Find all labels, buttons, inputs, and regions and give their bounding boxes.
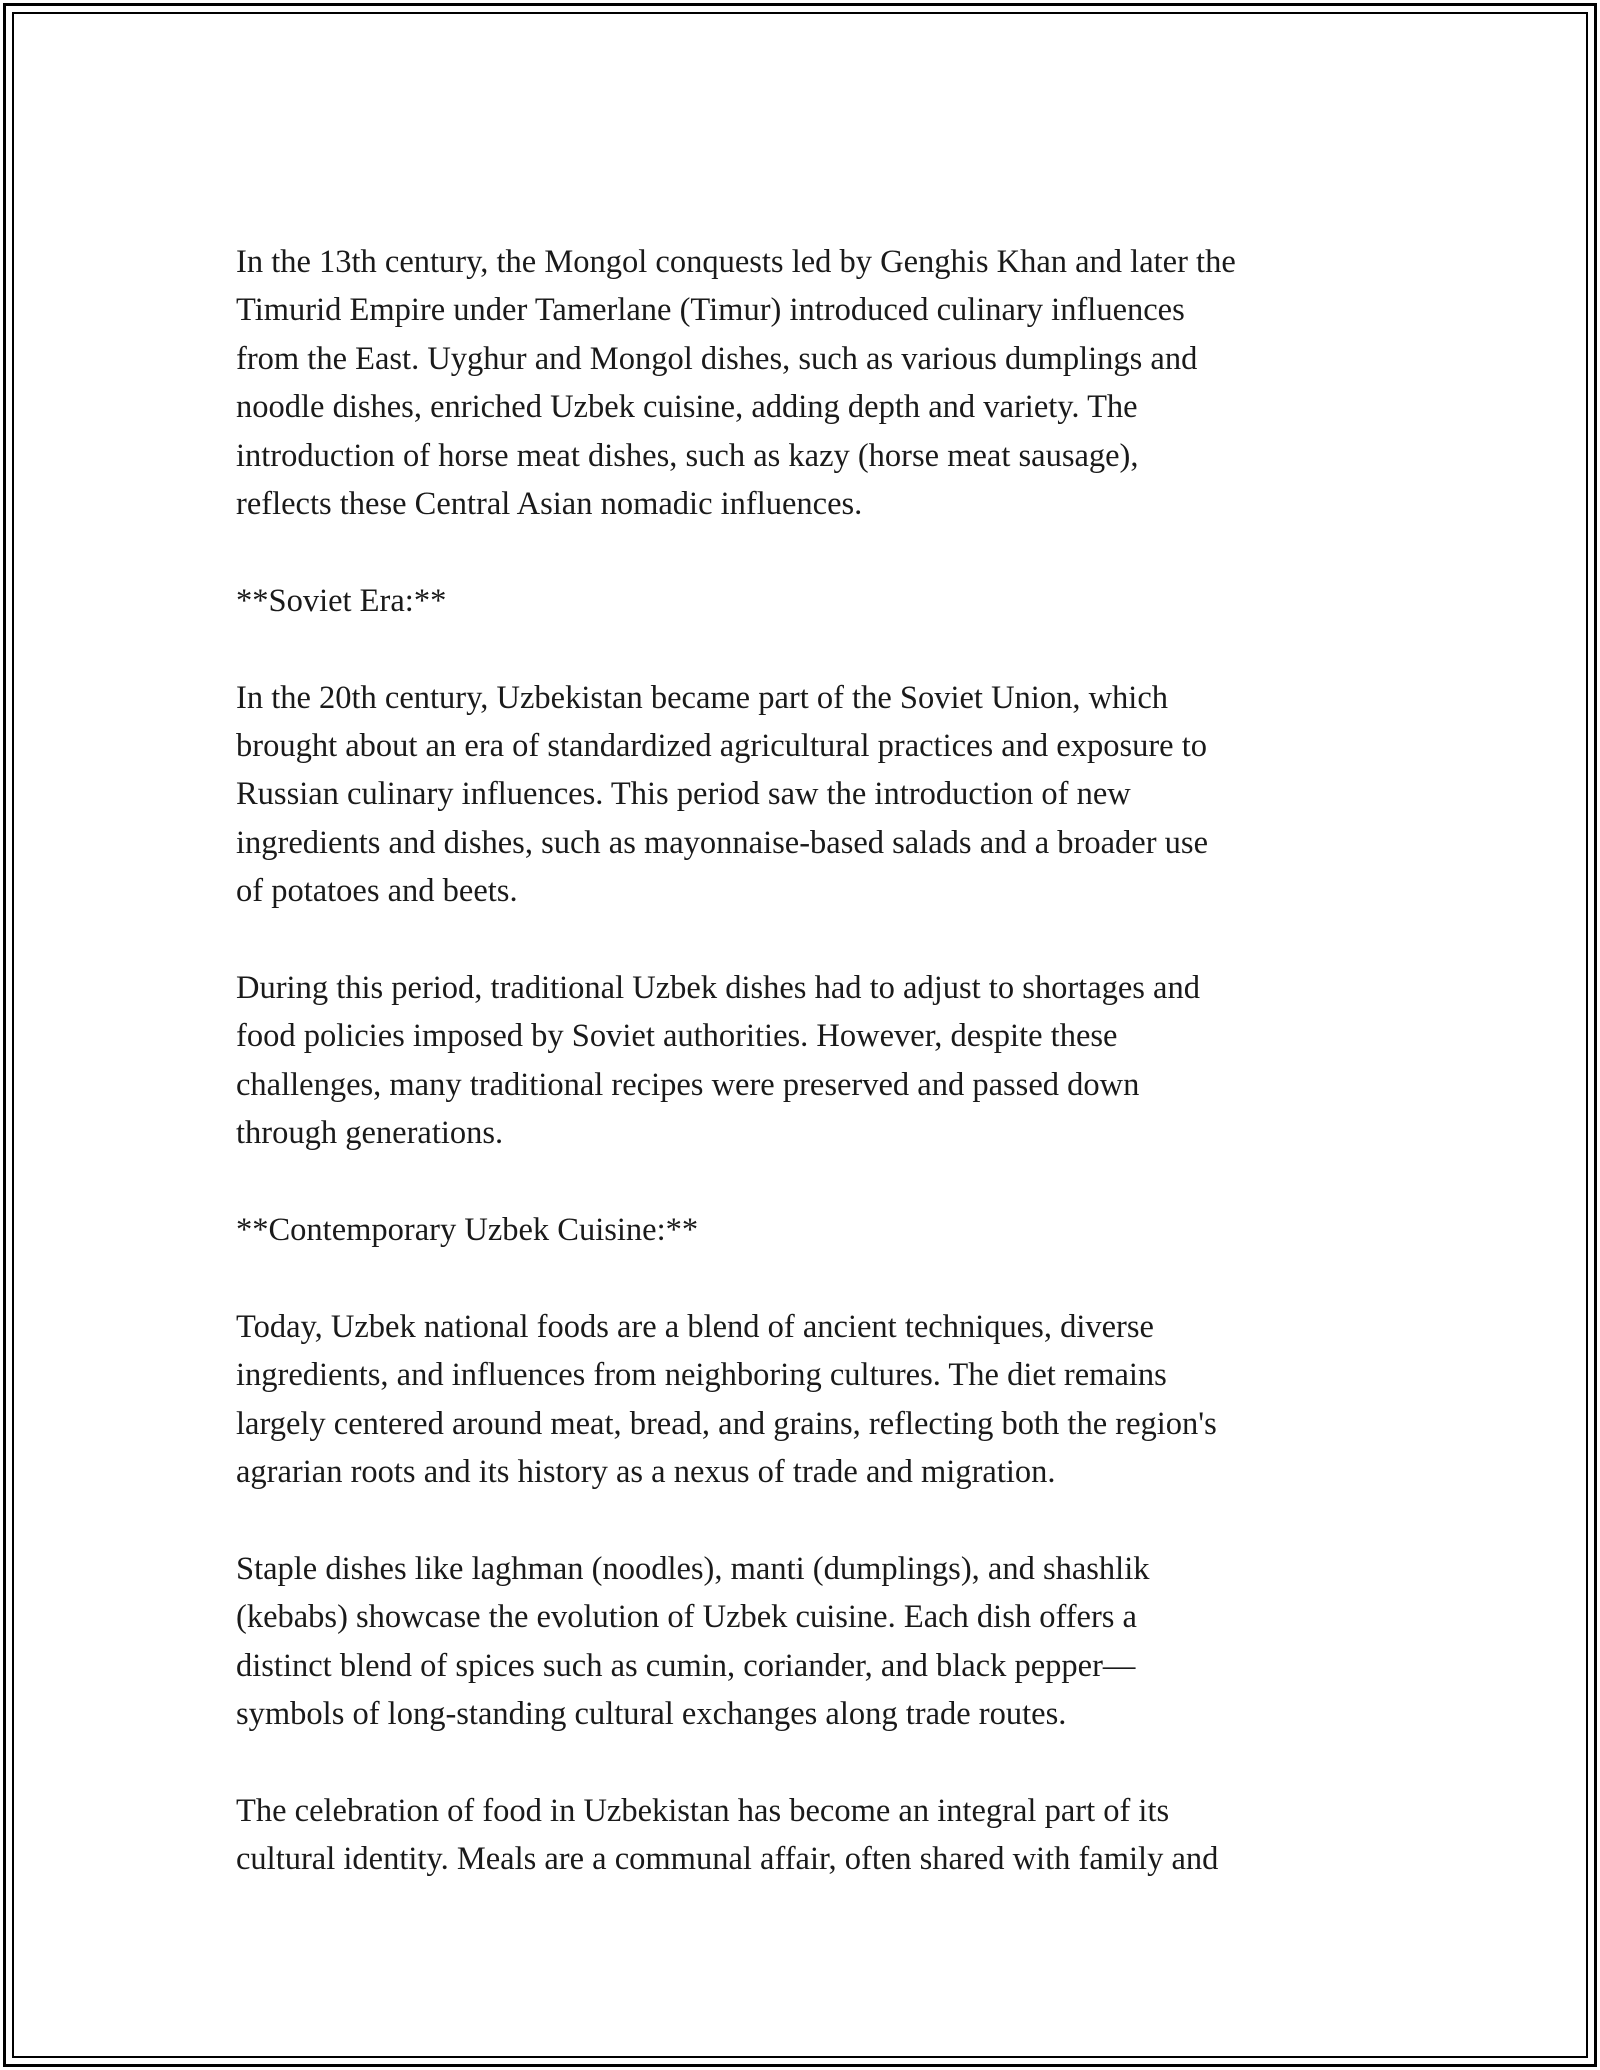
text-line: reflects these Central Asian nomadic influences.	[236, 486, 863, 523]
text-line: During this period, traditional Uzbek dishes had to adjust to shortages and	[236, 970, 1200, 1007]
text-line: Russian culinary influences. This period saw the introduction of new	[236, 776, 1131, 813]
text-line: largely centered around meat, bread, and grains, reflecting both the region's	[236, 1405, 1217, 1442]
paragraph-mongol-timurid	[236, 238, 1396, 528]
text-line: brought about an era of standardized agricultural practices and exposure to	[236, 728, 1208, 765]
paragraph-today	[236, 1303, 1396, 1497]
heading-text: **Soviet Era:**	[236, 582, 447, 619]
paragraph-soviet-union	[236, 674, 1396, 916]
text-line: symbols of long-standing cultural exchanges along trade routes.	[236, 1696, 1067, 1733]
text-line: cultural identity. Meals are a communal affair, often shared with family and	[236, 1841, 1219, 1878]
text-line: noodle dishes, enriched Uzbek cuisine, adding depth and variety. The	[236, 389, 1138, 426]
section-heading-contemporary	[236, 1206, 1396, 1254]
section-heading-soviet-era	[236, 577, 1396, 625]
text-line: of potatoes and beets.	[236, 873, 518, 910]
text-line: ingredients and dishes, such as mayonnaise-based salads and a broader use	[236, 824, 1209, 861]
text-line: In the 20th century, Uzbekistan became part of the Soviet Union, which	[236, 679, 1168, 716]
text-line: from the East. Uyghur and Mongol dishes, such as various dumplings and	[236, 340, 1198, 377]
paragraph-staple-dishes	[236, 1545, 1396, 1739]
text-line: through generations.	[236, 1115, 504, 1152]
text-line: agrarian roots and its history as a nexus of trade and migration.	[236, 1454, 1056, 1491]
heading-text: **Contemporary Uzbek Cuisine:**	[236, 1212, 699, 1249]
text-line: Today, Uzbek national foods are a blend of ancient techniques, diverse	[236, 1308, 1154, 1345]
text-line: Staple dishes like laghman (noodles), manti (dumplings), and shashlik	[236, 1550, 1150, 1587]
paragraph-shortages	[236, 964, 1396, 1158]
text-line: The celebration of food in Uzbekistan has become an integral part of its	[236, 1792, 1170, 1829]
document-body	[236, 238, 1396, 1932]
text-line: challenges, many traditional recipes were preserved and passed down	[236, 1066, 1140, 1103]
text-line: food policies imposed by Soviet authorities. However, despite these	[236, 1018, 1118, 1055]
paragraph-celebration	[236, 1787, 1396, 1884]
text-line: ingredients, and influences from neighboring cultures. The diet remains	[236, 1357, 1167, 1394]
text-line: In the 13th century, the Mongol conquests led by Genghis Khan and later the	[236, 244, 1236, 280]
text-line: Timurid Empire under Tamerlane (Timur) introduced culinary influences	[236, 292, 1185, 329]
text-line: introduction of horse meat dishes, such as kazy (horse meat sausage),	[236, 437, 1139, 474]
text-line: distinct blend of spices such as cumin, coriander, and black pepper—	[236, 1647, 1136, 1684]
text-line: (kebabs) showcase the evolution of Uzbek cuisine. Each dish offers a	[236, 1599, 1137, 1636]
